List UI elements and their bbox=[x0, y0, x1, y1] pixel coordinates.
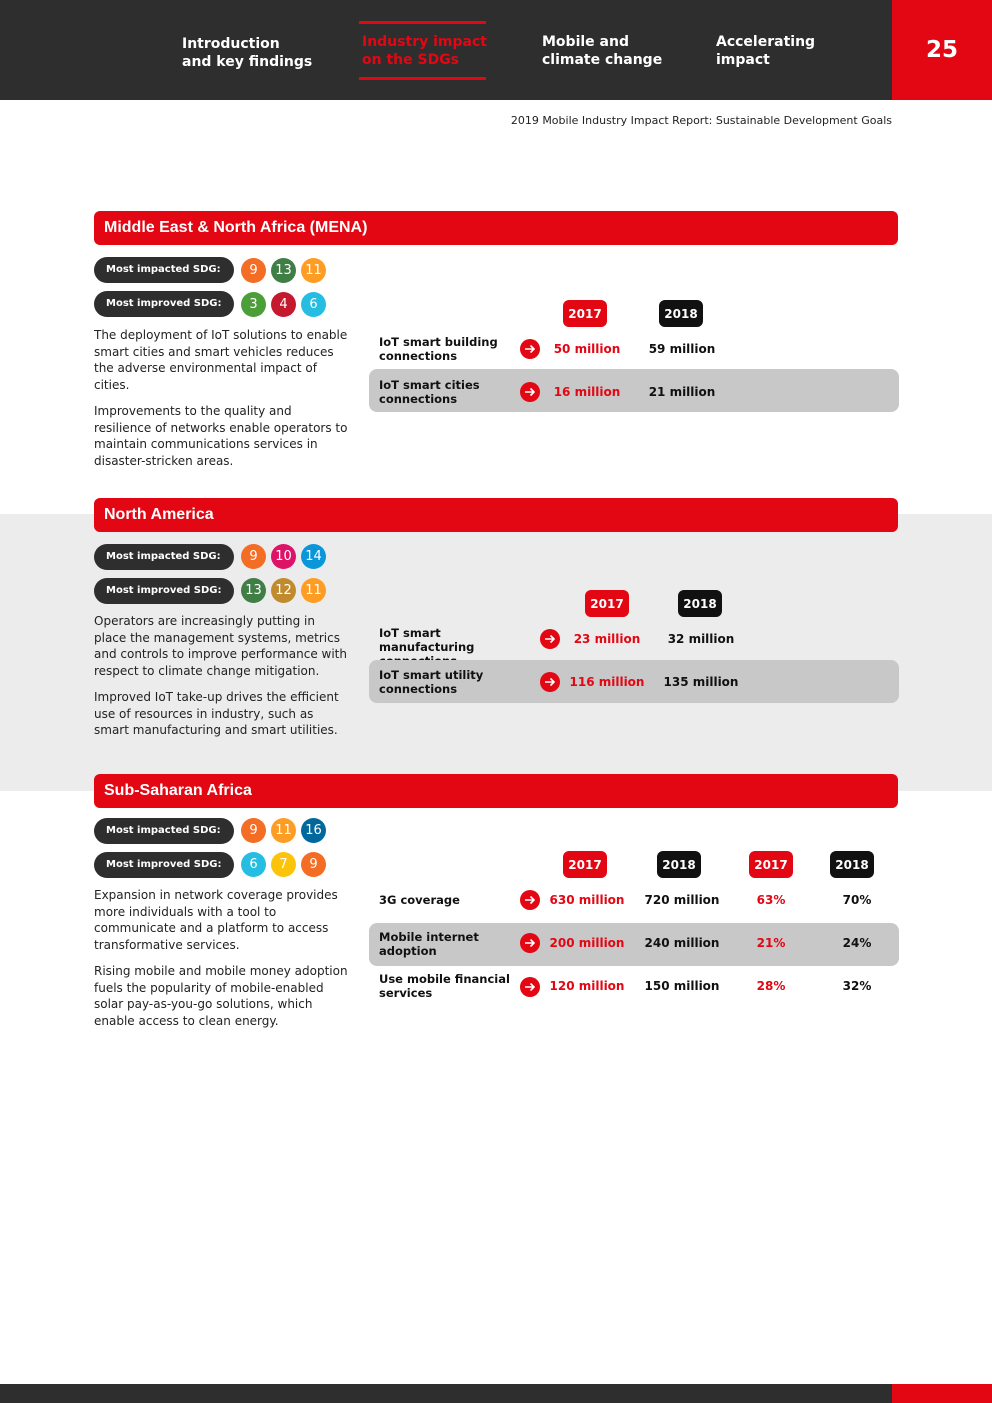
percent-2018: 70% bbox=[842, 893, 872, 907]
footer-accent bbox=[892, 1384, 992, 1403]
value-2018: 21 million bbox=[648, 385, 716, 399]
percent-2017: 21% bbox=[756, 936, 786, 950]
nav-accelerating-impact[interactable]: Accelerating impact bbox=[716, 34, 816, 68]
sdg-icon: 10 bbox=[271, 544, 296, 569]
percent-2017: 63% bbox=[756, 893, 786, 907]
region-title: Middle East & North Africa (MENA) bbox=[94, 211, 898, 245]
sdg-icon: 7 bbox=[271, 852, 296, 877]
region-description bbox=[94, 613, 350, 748]
sdg-icon: 13 bbox=[271, 258, 296, 283]
metric-label: Use mobile financial services bbox=[379, 972, 510, 1000]
sdg-icon: 14 bbox=[301, 544, 326, 569]
sdg-icon: 6 bbox=[241, 852, 266, 877]
impacted-sdg-label: Most impacted SDG: bbox=[94, 257, 234, 283]
sdg-icon: 12 bbox=[271, 578, 296, 603]
sdg-icon: 16 bbox=[301, 818, 326, 843]
percent-2018: 32% bbox=[842, 979, 872, 993]
value-2017: 16 million bbox=[553, 385, 621, 399]
improved-sdg-label: Most improved SDG: bbox=[94, 852, 234, 878]
value-2017: 630 million bbox=[549, 893, 625, 907]
description-paragraph: Operators are increasingly putting in place the management systems, metrics and controls to improve performance with respect to climate change mitigation. bbox=[94, 614, 347, 679]
sdg-icon: 9 bbox=[241, 258, 266, 283]
page-number: 25 bbox=[892, 0, 992, 100]
region-title: North America bbox=[94, 498, 898, 532]
description-paragraph: Rising mobile and mobile money adoption fuels the popularity of mobile-enabled solar pay-as-you-go solutions, which enable access to clean energy. bbox=[94, 963, 348, 1028]
nav-industry-impact[interactable]: Industry impact on the SDGs bbox=[362, 34, 487, 68]
value-2018: 720 million bbox=[644, 893, 720, 907]
metric-label: IoT smart cities connections bbox=[379, 378, 480, 406]
value-2017: 23 million bbox=[573, 632, 641, 646]
value-2017: 120 million bbox=[549, 979, 625, 993]
sdg-icon: 9 bbox=[241, 818, 266, 843]
impacted-sdg-label: Most impacted SDG: bbox=[94, 544, 234, 570]
impacted-sdg-label: Most impacted SDG: bbox=[94, 818, 234, 844]
sdg-icon: 11 bbox=[271, 818, 296, 843]
value-2018: 240 million bbox=[644, 936, 720, 950]
sdg-icon: 11 bbox=[301, 258, 326, 283]
value-2017: 50 million bbox=[553, 342, 621, 356]
value-2017: 200 million bbox=[549, 936, 625, 950]
sdg-icon: 11 bbox=[301, 578, 326, 603]
active-nav-rule-bottom bbox=[359, 77, 486, 80]
metric-label: IoT smart manufacturing bbox=[379, 626, 475, 654]
year-badge-2018: 2018 bbox=[657, 851, 701, 878]
value-2017: 116 million bbox=[569, 675, 645, 689]
description-paragraph: The deployment of IoT solutions to enable smart cities and smart vehicles reduces the adverse environmental impact of cities. bbox=[94, 328, 348, 393]
active-nav-rule-top bbox=[359, 21, 486, 24]
improved-sdg-label: Most improved SDG: bbox=[94, 291, 234, 317]
value-2018: 59 million bbox=[648, 342, 716, 356]
percent-2018: 24% bbox=[842, 936, 872, 950]
report-title: 2019 Mobile Industry Impact Report: Sustainable Development Goals bbox=[510, 114, 892, 127]
year-badge-2017: 2017 bbox=[563, 851, 607, 878]
description-paragraph: Expansion in network coverage provides more individuals with a tool to communicate and a platform to access transformative services. bbox=[94, 888, 338, 953]
region-title: Sub-Saharan Africa bbox=[94, 774, 898, 808]
improved-sdg-label: Most improved SDG: bbox=[94, 578, 234, 604]
sdg-icon: 4 bbox=[271, 292, 296, 317]
description-paragraph: Improvements to the quality and resilience of networks enable operators to maintain communications services in disaster-stricken areas. bbox=[94, 403, 348, 468]
region-description bbox=[94, 327, 350, 479]
sdg-icon: 9 bbox=[241, 544, 266, 569]
nav-mobile-climate[interactable]: Mobile and climate change bbox=[542, 34, 663, 68]
sdg-icon: 9 bbox=[301, 852, 326, 877]
year-badge-2017: 2017 bbox=[585, 590, 629, 617]
year-badge-2018: 2018 bbox=[659, 300, 703, 327]
year-badge-2018: 2018 bbox=[678, 590, 722, 617]
sdg-icon: 3 bbox=[241, 292, 266, 317]
footer-bar bbox=[0, 1384, 892, 1403]
metric-label: 3G coverage bbox=[379, 893, 460, 907]
metric-label: Mobile internet adoption bbox=[379, 930, 479, 958]
sdg-icon: 6 bbox=[301, 292, 326, 317]
metric-label: IoT smart building connections bbox=[379, 335, 498, 363]
value-2018: 150 million bbox=[644, 979, 720, 993]
nav-introduction[interactable]: Introduction and key findings bbox=[182, 36, 313, 70]
region-description bbox=[94, 887, 350, 1039]
year-badge-2018-percent: 2018 bbox=[830, 851, 874, 878]
percent-2017: 28% bbox=[756, 979, 786, 993]
sdg-icon: 13 bbox=[241, 578, 266, 603]
value-2018: 135 million bbox=[663, 675, 739, 689]
metric-label: IoT smart utility connections bbox=[379, 668, 484, 696]
value-2018: 32 million bbox=[667, 632, 735, 646]
year-badge-2017-percent: 2017 bbox=[749, 851, 793, 878]
year-badge-2017: 2017 bbox=[563, 300, 607, 327]
description-paragraph: Improved IoT take-up drives the efficient use of resources in industry, such as smart manufacturing and smart utilities. bbox=[94, 689, 339, 738]
